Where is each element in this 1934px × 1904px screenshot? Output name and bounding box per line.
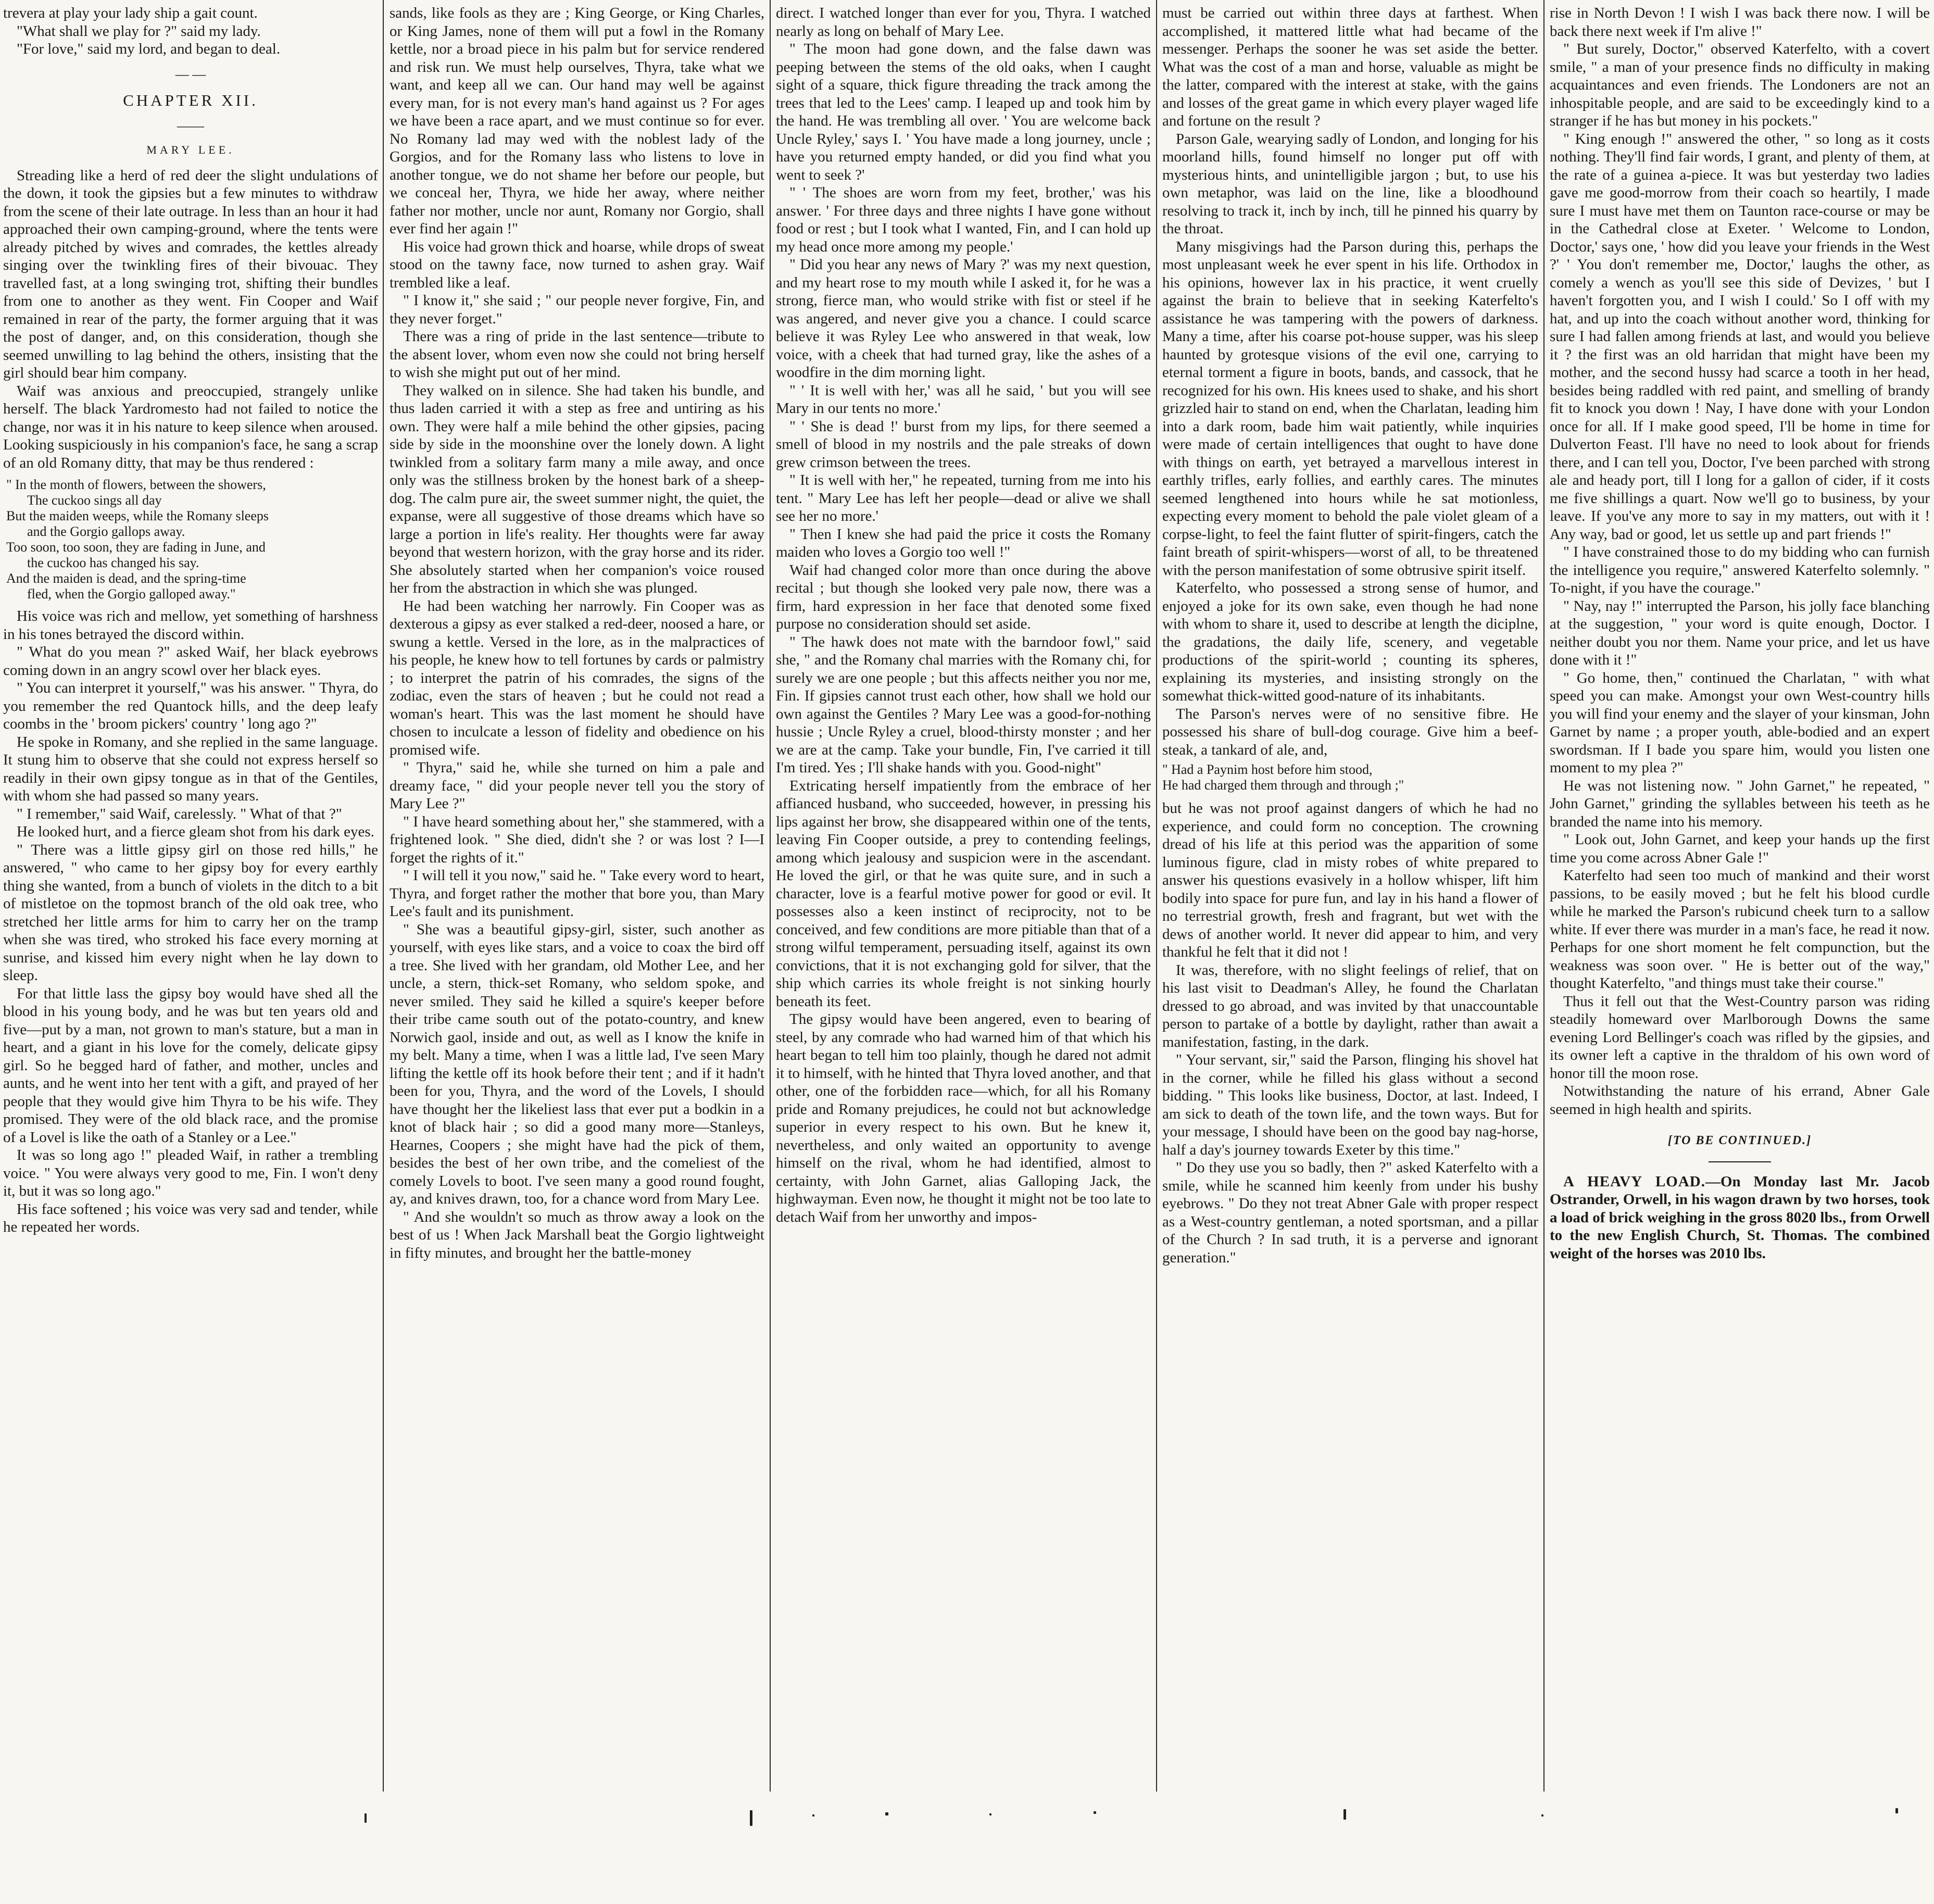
col4-para-0: must be carried out within three days at farthest. When accomplished, it mattered little what had became of the messenger. Perhaps the sooner he was set aside the better. What was the cost of a man and horse, valuable as might be the latter, compared with the interest at stake, with the gains and losses of the great game in which every player waged life and fortune on the result ?	[1162, 5, 1538, 129]
ink-speck	[812, 1814, 814, 1817]
verse-line: and the Gorgio gallops away.	[27, 524, 185, 539]
col1-para-end-8: It was so long ago !" pleaded Waif, in rather a trembling voice. " You were always very good to me, Fin. I won't deny it, but it was so long ago."	[3, 1147, 378, 1199]
col4-para-end-0: but he was not proof against dangers of which he had no experience, and could form no conception. The crowning dread of his life at this period was the apparition of some luminous figure, clad in misty robes of white prepared to answer his questions evasively in a hollow whisper, lift him bodily into space for pure fun, and lay in his hand a flower of no terrestrial growth, fresh and fragrant, but wet with the dews of another world. It never did appear to him, and very thankful he felt that it did not !	[1162, 800, 1538, 960]
chapter-dash: — —	[175, 66, 206, 82]
column-3	[776, 4, 1151, 1785]
col1-para-after-1: Waif was anxious and preoccupied, strangely unlike herself. The black Yardromesto had not failed to notice the change, nor was it in his nature to keep silence when aroused. Looking suspiciously in his companion's face, he sang a scrap of an old Romany ditty, that may be thus rendered :	[3, 382, 378, 471]
col4-para-1: Parson Gale, wearying sadly of London, and longing for his moorland hills, found himself no longer put off with mysterious hints, and unintelligible jargon ; but, to use his own metaphor, was laid on the line, like a bloodhound resolving to track it, inch by inch, till he pinned his quarry by the throat.	[1162, 130, 1538, 237]
couplet-line: He had charged them through and through ;"	[1162, 778, 1404, 793]
col1-para-end-7: For that little lass the gipsy boy would have shed all the blood in his young body, and he was but ten years old and five—put by a man, not grown to man's stature, but a man in heart, and a giant in his love for the comely, delicate gipsy girl. So he begged hard of father, and mother, uncles and aunts, and he went into her tent with a gift, and prayed of her people that they would give him Thyra to be his wife. They promised. They were of the old black race, and the promise of a Lovel is like the oath of a Stanley or a Lee."	[3, 985, 378, 1146]
col2-para-6: " Thyra," said he, while she turned on him a pale and dreamy face, " did your people never tell you the story of Mary Lee ?"	[390, 759, 764, 812]
col2-para-1: His voice had grown thick and hoarse, while drops of sweat stood on the tawny face, now turned to ashen gray. Waif trembled like a leaf.	[390, 238, 764, 291]
col4-para-4: The Parson's nerves were of no sensitive fibre. He possessed his share of bull-dog courage. Give him a beef-steak, a tankard of ale, and,	[1162, 705, 1538, 758]
col5-para-9: Thus it fell out that the West-Country parson was riding steadily homeward over Marlborough Downs the same evening Lord Bellinger's coach was rifled by the gipsies, and its owner left a captive in the thraldom of his own word of honor till the moon rose.	[1550, 993, 1930, 1082]
news-item	[1550, 1173, 1930, 1263]
ink-speck	[989, 1813, 991, 1815]
column-rule	[383, 0, 384, 1792]
ink-speck	[1343, 1809, 1346, 1820]
col5-para-1: " But surely, Doctor," observed Katerfelto, with a covert smile, " a man of your presence finds no difficulty in making acquaintances and even friends. The Londoners are not an inhospitable people, and are said to be exceedingly kind to a stranger if he has but money in his pockets."	[1550, 41, 1930, 129]
col4-para-3: Katerfelto, who possessed a strong sense of humor, and enjoyed a joke for its own sake, even though he had none with whom to share it, used to describe at length the diciplne, the gradations, the daily life, scenery, and vegetable productions of the spirit-world ; counting its spheres, explaining its mysteries, and insisting strongly on the somewhat thick-witted good-nature of its inhabitants.	[1162, 580, 1538, 704]
col2-para-8: " I will tell it you now," said he. " Take every word to heart, Thyra, and forget rather the mother that bore you, than Mary Lee's fault and its punishment.	[390, 867, 764, 920]
verse-line: The cuckoo sings all day	[27, 493, 162, 508]
section-divider	[1709, 1161, 1771, 1162]
col3-para-2: " ' The shoes are worn from my feet, brother,' was his answer. ' For three days and three nights I have gone without food or rest ; but I took what I wanted, Fin, and I can hold up my head once more among my people.'	[776, 184, 1151, 255]
chapter-dash-rule: ——	[177, 118, 204, 133]
paynim-couplet	[1162, 762, 1538, 793]
col1-para-end-0: His voice was rich and mellow, yet something of harshness in his tones betrayed the discord within.	[3, 608, 378, 643]
col1-para-2: "For love," said my lord, and began to deal.	[17, 41, 281, 57]
col4-para-2: Many misgivings had the Parson during this, perhaps the most unpleasant week he ever spent in his life. Orthodox in his opinions, however lax in his practice, it went cruelly against the brain to believe that in seeking Katerfelto's assistance he was tampering with the powers of darkness. Many a time, after his coarse pot-house supper, was his sleep haunted by grotesque visions of the evil one, carrying to eternal torment a figure in boots, bands, and cassock, that he recognized for his own. His knees used to shake, and his short grizzled hair to stand on end, when the Charlatan, leading him into a dark room, bade him wait patiently, while inquiries were made of certain intelligences that ought to have done with things on earth, yet betrayed a marvellous interest in earthly trifles, early follies, and earthly cares. The minutes seemed lengthened into hours while he sat motionless, expecting every moment to behold the pale violet gleam of a corpse-light, to feel the faint flutter of spirit-fingers, catch the faint breath of spirit-whispers—worst of all, to be threatened with the person manifestation of some obtrusive spirit itself.	[1162, 238, 1538, 579]
chapter-title: MARY LEE.	[146, 143, 235, 156]
col1-para-after-0: Streading like a herd of red deer the slight undulations of the down, it took the gipsies but a few minutes to withdraw from the scene of their late outrage. In less than an hour it had approached their own camping-ground, where the tents were already pitched by wives and comrades, the kettles already singing over the twinkling fires of their bivouac. They travelled fast, at a long swinging trot, shifting their bundles from one to another as they went. Fin Cooper and Waif remained in rear of the party, the former arguing that it was the post of danger, and, on this consideration, though she seemed unwilling to lag behind the others, insisting that the girl should bear him company.	[3, 167, 378, 381]
col1-para-0: trevera at play your lady ship a gait count.	[3, 5, 258, 21]
verse-line: And the maiden is dead, and the spring-time	[6, 571, 246, 586]
column-rule	[1543, 0, 1544, 1792]
col2-para-9: " She was a beautiful gipsy-girl, sister, such another as yourself, with eyes like stars, and a voice to coax the bird off a tree. She lived with her grandam, old Mother Lee, and her uncle, a stern, thick-set Romany, who seldom spoke, and never smiled. They said he killed a squire's keeper before their tribe came south out of the potato-country, and knew Norwich gaol, inside and out, as well as I know the knife in my belt. Many a time, when I was a little lad, I've seen Mary lifting the kettle off its hook before their tent ; and if it hadn't been for you, Thyra, and the word of the Lovels, I should have thought her the likeliest lass that ever put a bodkin in a knot of black hair ; so did a good many more—Stanleys, Hearnes, Coopers ; she might have had the pick of them, besides the best of her own tribe, and the comeliest of the comely Lovels to boot. I've seen many a good round fought, ay, and knives drawn, too, for a chance word from Mary Lee.	[390, 921, 764, 1207]
col5-para-3: " I have constrained those to do my bidding who can furnish the intelligence you require," answered Katerfelto solemnly. " To-night, if you have the courage."	[1550, 544, 1930, 596]
ink-speck	[1094, 1811, 1096, 1814]
verse-line: the cuckoo has changed his say.	[27, 555, 199, 570]
column-2	[390, 4, 764, 1785]
verse-line: But the maiden weeps, while the Romany sleeps	[6, 508, 269, 523]
col5-para-6: He was not listening now. " John Garnet," he repeated, " John Garnet," grinding the syllables between his teeth as he branded the name into his memory.	[1550, 777, 1930, 830]
news-lead: A HEAVY LOAD.	[1563, 1173, 1705, 1190]
col5-para-2: " King enough !" answered the other, " so long as it costs nothing. They'll find fair words, I grant, and plenty of them, at the rate of a guinea a-piece. It was but yesterday two ladies gave me good-morrow from their coach so heartily, I made sure I must have met them on Taunton race-course or may be in the Cathedral close at Exeter. ' Welcome to London, Doctor,' says one, ' how did you leave your friends in the West ?' ' You don't remember me, Doctor,' laughs the other, as comely a wench as you'll see this side of Devizes, ' but I haven't forgotten you, and I wish I could.' So I off with my hat, and up into the coach without another word, thinking for sure I had fallen among friends at last, and would you believe it ? the first was an old harridan that might have been my mother, and the second hussy had scarce a tooth in her head, besides being raddled with red paint, and smelling of brandy fit to knock you down ! Nay, I have done with your London once for all. If I make good speed, I'll be home in time for Dulverton Feast. I'll have no need to look about for friends there, and I can tell you, Doctor, I've been parched with strong ale and heady port, till I long for a gallon of cider, if it costs me five shillings a quart. Now we'll go to business, by your leave. If you've any more to say in my matters, out with it ! Any way, bad or good, let us settle up and part friends !"	[1550, 130, 1930, 543]
col2-para-5: He had been watching her narrowly. Fin Cooper was as dexterous a gipsy as ever stalked a red-deer, noosed a hare, or swung a kettle. Versed in the lore, as in the malpractices of his people, he knew how to tell fortunes by cards or palmistry ; to interpret the patrin of his comrades, the signs of the zodiac, even the stars of heaven ; but he could not read a woman's heart. This was the last moment he should have chosen to inculcate a lesson of fidelity and obedience on his promised wife.	[390, 597, 764, 758]
col3-para-6: " It is well with her," he repeated, turning from me into his tent. " Mary Lee has left her people—dead or alive we shall see her no more.'	[776, 472, 1151, 524]
col4-para-end-3: " Do they use you so badly, then ?" asked Katerfelto with a smile, while he scanned him keenly from under his bushy eyebrows. " Do they not treat Abner Gale with proper respect as a West-country gentleman, a noted sportsman, and a pillar of the Church ? In sad truth, it is a perverse and ignorant generation."	[1162, 1159, 1538, 1266]
scan-specks	[0, 1807, 1934, 1849]
col3-para-4: " ' It is well with her,' was all he said, ' but you will see Mary in our tents no more.'	[776, 382, 1151, 417]
ink-speck	[1541, 1814, 1543, 1817]
col4-para-end-1: It was, therefore, with no slight feelings of relief, that on his last visit to Deadman's Alley, he found the Charlatan dressed to go abroad, and was invited by that unaccountable person to partake of a bottle by daylight, rather than await a manifestation, fasting, in the dark.	[1162, 961, 1538, 1050]
ink-speck	[365, 1813, 367, 1823]
couplet-line: " Had a Paynim host before him stood,	[1162, 762, 1373, 777]
col3-para-8: Waif had changed color more than once during the above recital ; but though she looked very pale now, there was a firm, hard expression in her face that denoted some fixed purpose no consideration should set aside.	[776, 561, 1151, 632]
column-rule	[770, 0, 771, 1792]
col1-para-end-1: " What do you mean ?" asked Waif, her black eyebrows coming down in an angry scowl over her black eyes.	[3, 644, 378, 679]
col4-para-end-2: " Your servant, sir," said the Parson, flinging his shovel hat in the corner, while he filled his glass without a second bidding. " This looks like business, Doctor, at last. Indeed, I am sick to death of the town life, and the town ways. But for your message, I should have been on the good bay nag-horse, half a day's journey towards Exeter by this time."	[1162, 1051, 1538, 1158]
to-be-continued: [TO BE CONTINUED.]	[1667, 1134, 1812, 1147]
col1-para-end-5: He looked hurt, and a fierce gleam shot from his dark eyes.	[17, 823, 374, 840]
gipsy-verse	[3, 477, 378, 602]
col2-para-2: " I know it," she said ; " our people never forgive, Fin, and they never forget."	[390, 292, 764, 327]
col1-para-end-4: " I remember," said Waif, carelessly. " What of that ?"	[17, 805, 342, 822]
col5-para-10: Notwithstanding the nature of his errand, Abner Gale seemed in high health and spirits.	[1550, 1083, 1930, 1118]
col3-para-9: " The hawk does not mate with the barndoor fowl," said she, " and the Romany chal marries with the Romany chi, for surely we are one people ; but this affects neither you nor me, Fin. If gipsies cannot trust each other, how shall we hold our own against the Gentiles ? Mary Lee was a good-for-nothing hussie ; Uncle Ryley a cruel, blood-thirsty monster ; and her we are at the camp. Take your bundle, Fin, I've carried it till I'm tired. Yes ; I'll shake hands with you. Good-night"	[776, 633, 1151, 776]
col3-para-3: " Did you hear any news of Mary ?' was my next question, and my heart rose to my mouth while I asked it, for he was a strong, fierce man, who would strike with fist or steel if he was angered, and never give you a chance. I could scarce believe it was Ryley Lee who answered in that weak, low voice, with a cheek that had turned gray, like the ashes of a woodfire in the dim morning light.	[776, 256, 1151, 381]
verse-line: " In the month of flowers, between the showers,	[6, 477, 266, 492]
column-1	[3, 4, 378, 1785]
col2-para-0: sands, like fools as they are ; King George, or King Charles, or King James, none of them will put a fowl in the Romany kettle, nor a broad piece in his palm but for service rendered and risk run. We must help ourselves, Thyra, take what we want, and keep all we can. Our hand may well be against every man, for is not every man's hand against us ? For ages we have been a race apart, and we must continue so for ever. No Romany lad may wed with the noblest lady of the Gorgios, and for the Romany lass who listens to love in another tongue, we do not shame her before our people, but we conceal her, Thyra, we hide her away, where neither father nor mother, uncle nor aunt, Romany nor Gorgio, shall ever find her again !"	[390, 5, 764, 237]
col1-para-end-3: He spoke in Romany, and she replied in the same language. It stung him to observe that she could not express herself so readily in their own gipsy tongue as in that of the Gentiles, with whom she had passed so many years.	[3, 733, 378, 804]
col3-para-5: " ' She is dead !' burst from my lips, for there seemed a smell of blood in my nostrils and the pale streaks of down grew crimson between the trees.	[776, 418, 1151, 471]
col3-para-7: " Then I knew she had paid the price it costs the Romany maiden who loves a Gorgio too well !"	[776, 525, 1151, 560]
col5-para-4: " Nay, nay !" interrupted the Parson, his jolly face blanching at the suggestion, " your word is quite enough, Doctor. I neither doubt you nor them. Name your price, and let us have done with it !"	[1550, 597, 1930, 668]
col2-para-7: " I have heard something about her," she stammered, with a frightened look. " She died, didn't she ? or was lost ? I—I forget the rights of it."	[390, 813, 764, 866]
col3-para-10: Extricating herself impatiently from the embrace of her affianced husband, who succeeded, however, in pressing his lips against her brow, she disappeared within one of the tents, leaving Fin Cooper outside, a prey to contending feelings, among which jealousy and suspicion were in the ascendant. He loved the girl, or that he was quite sure, and in such a character, love is a fearful motive power for good or evil. It possesses also a keen instinct of reciprocity, not to be conceived, and few conditions are more pitiable than that of a strong wilful temperament, persuading itself, against its own convictions, that it is not exchanging gold for silver, that the ship which carries its whole freight is not sinking hourly beneath its feet.	[776, 777, 1151, 1010]
col3-para-1: " The moon had gone down, and the false dawn was peeping between the stems of the old oaks, when I caught sight of a square, thick figure threading the track among the trees that led to the Lees' camp. I leaped up and took him by the hand. He was trembling all over. ' You are welcome back Uncle Ryley,' says I. ' You have made a long journey, uncle ; have you returned empty handed, or did you find what you went to seek ?'	[776, 41, 1151, 183]
col2-para-3: There was a ring of pride in the last sentence—tribute to the absent lover, whom even now she could not bring herself to wish she might put out of her mind.	[390, 328, 764, 381]
ink-speck	[1895, 1808, 1898, 1813]
ink-speck	[750, 1810, 752, 1826]
col1-para-end-6: " There was a little gipsy girl on those red hills," he answered, " who came to her gipsy boy for every earthly thing she wanted, from a bunch of violets in the ditch to a bit of mistletoe on the topmost branch of the old oak tree, who stretched her little arms for him to carry her on the tramp when she was tired, who stroked his face every morning at sunrise, and kissed him every night when he lay down to sleep.	[3, 841, 378, 984]
col2-para-10: " And she wouldn't so much as throw away a look on the best of us ! When Jack Marshall beat the Gorgio lightweight in fifty minutes, and brought her the battle-money	[390, 1208, 764, 1261]
col2-para-4: They walked on in silence. She had taken his bundle, and thus laden carried it with a step as free and untiring as his own. They were half a mile behind the other gipsies, pacing side by side in the moonshine over the lonely down. A light twinkled from a solitary farm many a mile away, and once only was the stillness broken by the honest bark of a sheep-dog. The calm pure air, the sweet summer night, the quiet, the expanse, were all suggestive of those dreams which have so large a portion in life's reality. Her thoughts were far away beyond that western horizon, with the gray horse and its rider. She absolutely started when her companion's voice roused her from the abstraction in which she was plunged.	[390, 382, 764, 596]
chapter-heading: CHAPTER XII.	[123, 91, 258, 109]
verse-line: Too soon, too soon, they are fading in June, and	[6, 540, 266, 555]
column-rule	[1156, 0, 1157, 1792]
col5-para-0: rise in North Devon ! I wish I was back there now. I will be back there next week if I'm alive !"	[1550, 5, 1930, 40]
column-5	[1550, 4, 1930, 1785]
col1-para-end-2: " You can interpret it yourself," was his answer. " Thyra, do you remember the red Quantock hills, and the deep leafy coombs in the ' broom pickers' country ' long ago ?"	[3, 680, 378, 732]
ink-speck	[885, 1812, 888, 1815]
verse-line: fled, when the Gorgio galloped away."	[27, 586, 236, 602]
col3-para-0: direct. I watched longer than ever for you, Thyra. I watched nearly as long on behalf of Mary Lee.	[776, 5, 1151, 40]
col1-para-end-9: His face softened ; his voice was very sad and tender, while he repeated her words.	[3, 1200, 378, 1235]
news-body: —On Monday last Mr. Jacob Ostrander, Orwell, in his wagon drawn by two horses, took a load of brick weighing in the gross 8020 lbs., from Orwell to the new English Church, St. Thomas. The combined weight of the horses was 2010 lbs.	[1550, 1173, 1930, 1262]
col5-para-7: " Look out, John Garnet, and keep your hands up the first time you come across Abner Gale !"	[1550, 831, 1930, 866]
col1-para-1: "What shall we play for ?" said my lady.	[17, 22, 261, 40]
col5-para-5: " Go home, then," continued the Charlatan, " with what speed you can make. Amongst your own West-country hills you will find your enemy and the slayer of your kinsman, John Garnet by name ; a proper youth, able-bodied and an expert swordsman. If I bade you spare him, would you listen one moment to my plea ?"	[1550, 669, 1930, 776]
col3-para-11: The gipsy would have been angered, even to bearing of steel, by any comrade who had warned him of that which his heart began to tell him too plainly, though he dared not admit it to himself, with he hinted that Thyra loved another, and that other, one of the forbidden race—which, for all his Romany pride and Romany prejudices, he could not but acknowledge superior in every respect to his own. But he knew it, nevertheless, and only waited an opportunity to avenge himself on the rival, whom he had identified, almost to certainty, with John Garnet, alias Galloping Jack, the highwayman. Even now, he thought it might not be too late to detach Waif from her unworthy and impos-	[776, 1011, 1151, 1225]
column-4	[1162, 4, 1538, 1785]
col5-para-8: Katerfelto had seen too much of mankind and their worst passions, to be easily moved ; but he felt his blood curdle while he marked the Parson's rubicund cheek turn to a sallow white. If ever there was murder in a man's face, he read it now. Perhaps for one short moment he felt compunction, but the weakness was soon over. " He is better out of the way," thought Katerfelto, "and things must take their course."	[1550, 867, 1930, 992]
